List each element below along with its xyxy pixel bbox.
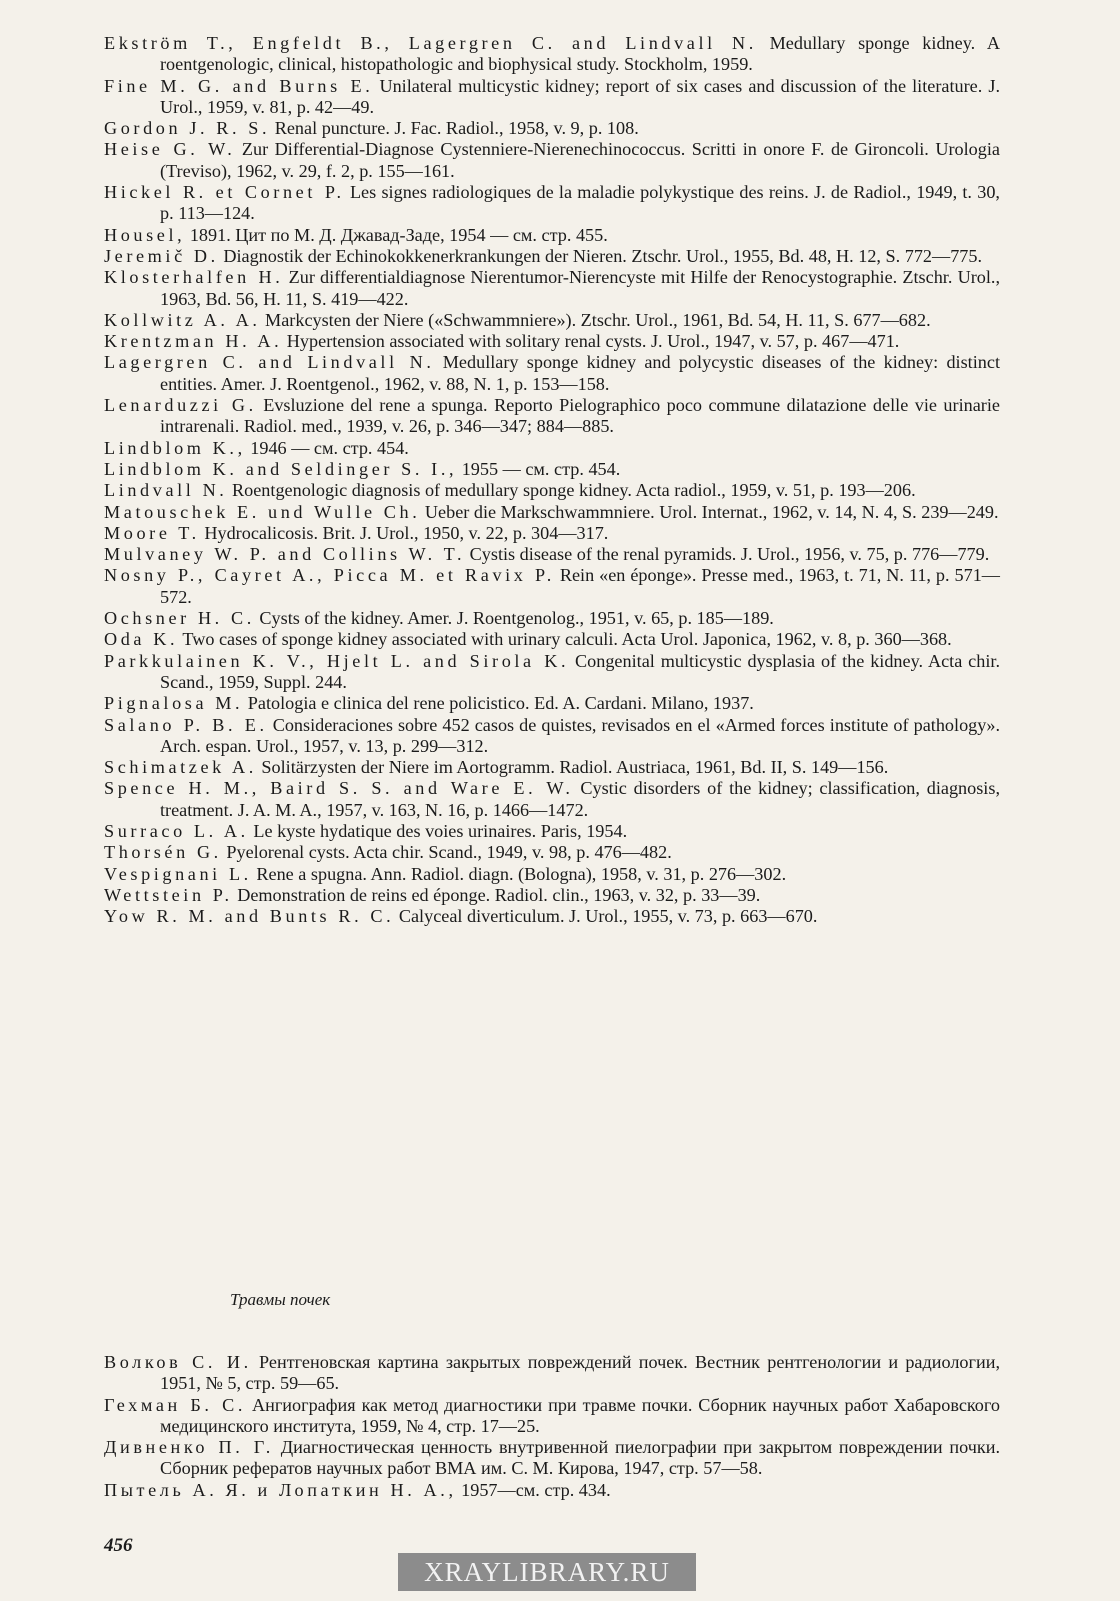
section-heading: Травмы почек [230, 1290, 331, 1309]
reference-entry [104, 352, 1000, 395]
reference-text: 1957—см. стр. 434. [456, 1479, 611, 1500]
reference-text: Two cases of sponge kidney associated with urinary calculi. Acta Urol. Japonica, 1962, v. 8, p. 360—368. [178, 629, 952, 650]
reference-authors: Wettstein P. [104, 884, 233, 905]
reference-text: 1955 — см. стр. 454. [457, 458, 621, 479]
reference-authors: Lagergren C. and Lindvall N. [104, 352, 435, 373]
reference-entry [104, 310, 1000, 331]
reference-entry [104, 267, 1000, 310]
reference-text: Solitärzysten der Niere im Aortogramm. Radiol. Austriaca, 1961, Bd. II, S. 149—156. [256, 757, 889, 778]
reference-authors: Mulvaney W. P. and Collins W. T. [104, 544, 466, 565]
reference-authors: Salano P. B. E. [104, 714, 268, 735]
reference-entry [104, 693, 1000, 714]
reference-text: Patologia e clinica del rene policistico. Ed. A. Cardani. Milano, 1937. [243, 693, 754, 714]
reference-text: Ангиография как метод диагностики при травме почки. Сборник научных работ Хабаровского медицинского института, 1959, № 4, стр. 17—25. [160, 1394, 1001, 1436]
reference-text: Demonstration de reins ed éponge. Radiol. clin., 1963, v. 32, p. 33—39. [232, 884, 761, 905]
reference-entry [104, 246, 1000, 267]
reference-authors: Krentzman H. A. [104, 331, 283, 352]
reference-entry [104, 182, 1000, 225]
reference-entry [104, 629, 1000, 650]
reference-text: Medullary sponge kidney. A roentgenologic, clinical, histopathologic and biophysical study. Stockholm, 1959. [160, 33, 1000, 75]
reference-entry [104, 885, 1000, 906]
reference-authors: Гехман Б. С. [104, 1394, 247, 1415]
reference-entry [104, 33, 1000, 76]
reference-authors: Pignalosa M. [104, 693, 244, 714]
reference-authors: Lindblom K. and Seldinger S. I., [104, 458, 458, 479]
reference-entry [104, 544, 1000, 565]
reference-text: Rein «en éponge». Presse med., 1963, t. 71, N. 11, p. 571—572. [160, 565, 1000, 607]
reference-entry [104, 565, 1000, 608]
reference-entry [104, 139, 1000, 182]
reference-text: Rene a spugna. Ann. Radiol. diagn. (Bologna), 1958, v. 31, p. 276—302. [251, 863, 787, 884]
reference-authors: Пытель А. Я. и Лопаткин Н. А., [104, 1479, 457, 1500]
reference-entry [104, 459, 1000, 480]
reference-entry [104, 331, 1000, 352]
reference-text: Hypertension associated with solitary renal cysts. J. Urol., 1947, v. 57, p. 467—471. [282, 331, 900, 352]
reference-entry [104, 438, 1000, 459]
reference-authors: Parkkulainen K. V., Hjelt L. and Sirola K. [104, 650, 570, 671]
reference-text: Markcysten der Niere («Schwammniere»). Ztschr. Urol., 1961, Bd. 54, H. 11, S. 677—682. [260, 309, 931, 330]
reference-entry [104, 1395, 1000, 1438]
reference-entry [104, 651, 1000, 694]
reference-entry [104, 842, 1000, 863]
reference-entry [104, 523, 1000, 544]
reference-entry [104, 1437, 1000, 1480]
reference-list-latin [104, 33, 1000, 927]
reference-authors: Nosny P., Cayret A., Picca M. et Ravix P. [104, 565, 555, 586]
reference-authors: Ekström T., Engfeldt B., Lagergren C. and Lindvall N. [104, 33, 757, 53]
reference-text: Pyelorenal cysts. Acta chir. Scand., 1949, v. 98, p. 476—482. [221, 842, 672, 863]
reference-text: 1891. Цит по М. Д. Джавад-Заде, 1954 — см. стр. 455. [185, 224, 608, 245]
reference-authors: Fine M. G. and Burns E. [104, 75, 374, 96]
reference-authors: Thorsén G. [104, 842, 222, 863]
reference-text: Cystis disease of the renal pyramids. J. Urol., 1956, v. 75, p. 776—779. [465, 544, 990, 565]
reference-text: Ueber die Markschwammniere. Urol. Internat., 1962, v. 14, N. 4, S. 239—249. [420, 501, 999, 522]
reference-entry [104, 76, 1000, 119]
reference-text: Рентгеновская картина закрытых повреждений почек. Вестник рентгенологии и радиологии, 1951, № 5, стр. 59—65. [160, 1352, 1000, 1394]
reference-entry [104, 864, 1000, 885]
reference-entry [104, 821, 1000, 842]
reference-entry [104, 906, 1000, 927]
reference-authors: Heise G. W. [104, 139, 236, 160]
reference-authors: Oda K. [104, 629, 179, 650]
reference-list-cyrillic [104, 1352, 1000, 1501]
reference-entry [104, 395, 1000, 438]
reference-text: Hydrocalicosis. Brit. J. Urol., 1950, v. 22, p. 304—317. [199, 522, 609, 543]
reference-authors: Yow R. M. and Bunts R. C. [104, 906, 395, 927]
reference-authors: Дивненко П. Г. [104, 1437, 274, 1458]
page-number: 456 [104, 1535, 133, 1556]
reference-authors: Lindblom K., [104, 437, 246, 458]
reference-authors: Kollwitz A. A. [104, 309, 261, 330]
reference-text: Cystic disorders of the kidney; classification, diagnosis, treatment. J. A. M. A., 1957, v. 163, N. 16, p. 1466—1472. [160, 778, 1000, 820]
reference-text: Congenital multicystic dysplasia of the kidney. Acta chir. Scand., 1959, Suppl. 244. [160, 650, 1001, 692]
reference-authors: Schimatzek A. [104, 757, 257, 778]
reference-authors: Housel, [104, 224, 186, 245]
reference-text: Renal puncture. J. Fac. Radiol., 1958, v. 9, p. 108. [270, 118, 639, 139]
reference-entry [104, 778, 1000, 821]
reference-text: Le kyste hydatique des voies urinaires. Paris, 1954. [248, 820, 628, 841]
reference-authors: Surraco L. A. [104, 820, 249, 841]
reference-authors: Волков С. И. [104, 1352, 252, 1372]
reference-text: Zur Differential-Diagnose Cystenniere-Nierenechinococcus. Scritti in onore F. de Gironcoli. Urologia (Treviso), 1962, v. 29, f. 2, p. 155—161. [160, 139, 1000, 181]
reference-entry [104, 502, 1000, 523]
reference-entry [104, 608, 1000, 629]
reference-authors: Vespignani L. [104, 863, 252, 884]
reference-authors: Matouschek E. und Wulle Ch. [104, 501, 421, 522]
reference-authors: Lindvall N. [104, 480, 228, 501]
reference-entry [104, 480, 1000, 501]
reference-authors: Klosterhalfen H. [104, 267, 284, 288]
reference-text: Unilateral multicystic kidney; report of six cases and discussion of the literature. J. Urol., 1959, v. 81, p. 42—49. [160, 75, 1001, 117]
reference-authors: Moore T. [104, 522, 200, 543]
reference-text: Medullary sponge kidney and polycystic diseases of the kidney: distinct entities. Amer. J. Roentgenol., 1962, v. 88, N. 1, p. 153—158. [160, 352, 1001, 394]
watermark-banner: XRAYLIBRARY.RU [398, 1553, 696, 1591]
reference-authors: Gordon J. R. S. [104, 118, 271, 139]
reference-authors: Ochsner H. C. [104, 608, 255, 629]
reference-text: Diagnostik der Echinokokkenerkrankungen der Nieren. Ztschr. Urol., 1955, Bd. 48, H. 12, S. 772—775. [218, 245, 983, 266]
reference-text: 1946 — см. стр. 454. [245, 437, 409, 458]
reference-entry [104, 118, 1000, 139]
reference-authors: Jeremič D. [104, 245, 219, 266]
reference-authors: Spence H. M., Baird S. S. and Ware E. W. [104, 778, 574, 799]
reference-entry [104, 757, 1000, 778]
reference-entry [104, 1352, 1000, 1395]
reference-entry [104, 1480, 1000, 1501]
reference-text: Consideraciones sobre 452 casos de quistes, revisados en el «Armed forces institute of pathology». Arch. espan. Urol., 1957, v. 13, p. 299—312. [160, 714, 1000, 756]
reference-authors: Hickel R. et Cornet P. [104, 182, 345, 203]
reference-authors: Lenarduzzi G. [104, 395, 257, 416]
reference-text: Les signes radiologiques de la maladie polykystique des reins. J. de Radiol., 1949, t. 30, p. 113—124. [160, 182, 1000, 224]
reference-entry [104, 715, 1000, 758]
reference-text: Диагностическая ценность внутривенной пиелографии при закрытом повреждении почки. Сборник рефератов научных работ ВМА им. С. М. Кирова, 1947, стр. 57—58. [160, 1437, 1000, 1479]
reference-text: Cysts of the kidney. Amer. J. Roentgenolog., 1951, v. 65, p. 185—189. [254, 608, 774, 629]
reference-text: Evsluzione del rene a spunga. Reporto Pielographico poco commune dilatazione delle vie urinarie intrarenali. Radiol. med., 1939, v. 26, p. 346—347; 884—885. [160, 395, 1000, 437]
reference-text: Roentgenologic diagnosis of medullary sponge kidney. Acta radiol., 1959, v. 51, p. 193—206. [227, 480, 916, 501]
reference-text: Zur differentialdiagnose Nierentumor-Nierencyste mit Hilfe der Renocystographie. Ztschr. Urol., 1963, Bd. 56, H. 11, S. 419—422. [160, 267, 1001, 309]
reference-entry [104, 225, 1000, 246]
reference-text: Calyceal diverticulum. J. Urol., 1955, v. 73, p. 663—670. [394, 906, 818, 927]
